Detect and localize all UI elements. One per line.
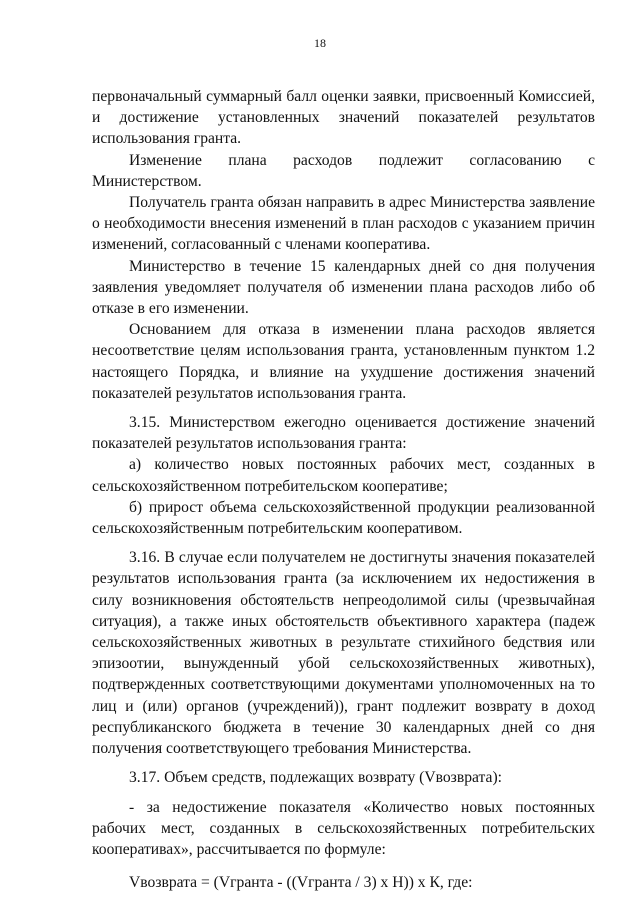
section-3-17: 3.17. Объем средств, подлежащих возврату (Vвозврата): xyxy=(129,769,502,787)
page-number: 18 xyxy=(314,36,326,50)
paragraph-refusal-grounds: Основанием для отказа в изменении плана расходов является несоответствие целям использования гранта, установленным пунктом 1.2 настоящего Порядка, и влияние на ухудшение достижения значений показателей результатов использования гранта. xyxy=(92,321,595,402)
section-3-16: 3.16. В случае если получателем не достигнуты значения показателей результатов использования гранта (за исключением их недостижения в силу возникновения обстоятельств непреодолимой силы (чрезвычайная ситуация), а также иных обстоятельств объективного характера (падеж сельскохозяйственных животных в результате стихийного бедствия или эпизоотии, вынужденный убой сельскохозяйственных животных), подтвержденных соответствующими документами уполномоченных на то лиц и (или) органов (учреждений)), грант подлежит возврату в доход республиканского бюджета в течение 30 календарных дней со дня получения соответствующего требования Министерства. xyxy=(92,549,595,758)
refund-formula: Vвозврата = (Vгранта - ((Vгранта / 3) x Н)) x К, где: xyxy=(129,874,473,892)
paragraph-recipient-obligation: Получатель гранта обязан направить в адрес Министерства заявление о необходимости внесения изменений в план расходов с указанием причин изменений, согласованный с членами кооператива. xyxy=(92,194,595,254)
paragraph-continuation: первоначальный суммарный балл оценки заявки, присвоенный Комиссией, и достижение установленных значений показателей результатов использования гранта. xyxy=(92,88,595,148)
paragraph-plan-change: Изменение плана расходов подлежит согласованию с Министерством. xyxy=(92,151,595,190)
paragraph-indicator-shortfall: - за недостижение показателя «Количество новых постоянных рабочих мест, созданных в сельскохозяйственных потребительских кооперативах», рассчитывается по формуле: xyxy=(92,798,595,858)
item-b-production: б) прирост объема сельскохозяйственной продукции реализованной сельскохозяйственным потребительским кооперативом. xyxy=(92,498,595,538)
document-body xyxy=(92,86,595,893)
item-a-jobs: а) количество новых постоянных рабочих мест, созданных в сельскохозяйственном потребительском кооперативе; xyxy=(92,456,595,495)
paragraph-ministry-notice: Министерство в течение 15 календарных дней со дня получения заявления уведомляет получателя об изменении плана расходов либо об отказе в его изменении. xyxy=(92,257,595,318)
section-3-15: 3.15. Министерством ежегодно оценивается достижение значений показателей результатов использования гранта: xyxy=(92,414,595,453)
